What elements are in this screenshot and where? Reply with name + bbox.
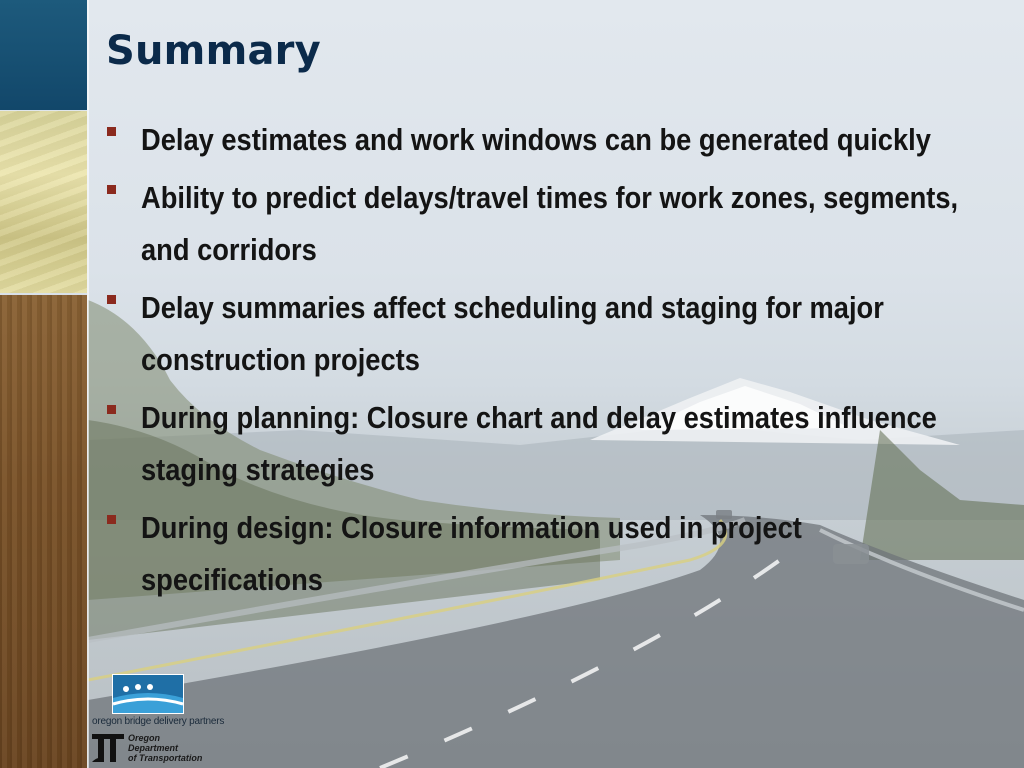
bullet-item <box>104 172 984 276</box>
odot-line: Oregon <box>128 733 161 743</box>
bullet-text: During planning: Closure chart and delay estimates influence staging strategies <box>141 400 937 487</box>
odot-logo-icon <box>90 730 126 766</box>
left-strip-gold <box>0 111 87 293</box>
odot-label <box>128 733 202 763</box>
bullet-list <box>104 114 984 612</box>
bullet-item <box>104 502 984 606</box>
bullet-item <box>104 114 984 166</box>
bullet-text: Delay estimates and work windows can be generated quickly <box>141 122 931 157</box>
slide-title: Summary <box>106 28 321 74</box>
bridge-partners-logo-icon <box>112 674 184 714</box>
square-bullet-icon <box>107 185 116 194</box>
square-bullet-icon <box>107 127 116 136</box>
bullet-item <box>104 282 984 386</box>
bullet-text: Delay summaries affect scheduling and staging for major construction projects <box>141 290 884 377</box>
square-bullet-icon <box>107 515 116 524</box>
left-strip-wood <box>0 295 87 768</box>
left-strip-blue <box>0 0 87 110</box>
square-bullet-icon <box>107 295 116 304</box>
odot-line: of Transportation <box>128 753 203 763</box>
strip-divider <box>87 0 89 768</box>
square-bullet-icon <box>107 405 116 414</box>
bullet-text: During design: Closure information used in project specifications <box>141 510 802 597</box>
bullet-text: Ability to predict delays/travel times for work zones, segments, and corridors <box>141 180 959 267</box>
odot-line: Department <box>128 743 179 753</box>
bullet-item <box>104 392 984 496</box>
bridge-partners-label: oregon bridge delivery partners <box>92 716 225 727</box>
